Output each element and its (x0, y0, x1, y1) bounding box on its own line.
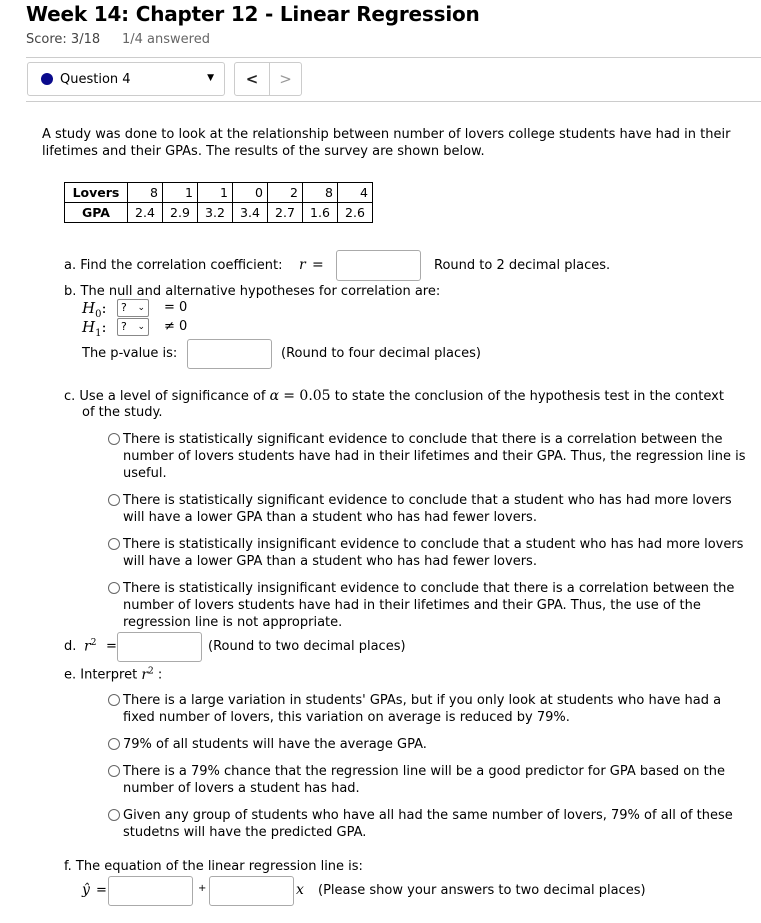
e-option-1[interactable]: There is a large variation in students' GPAs, but if you only look at students who have had a fixed number of lovers, this variation on average is reduced by 79%. (123, 693, 722, 725)
question-status-dot-icon (41, 73, 53, 85)
table-cell: 8 (303, 183, 338, 203)
question-nav (234, 62, 302, 96)
pvalue-label: The p-value is: (82, 346, 178, 361)
part-f-hint: (Please show your answers to two decimal places) (318, 883, 646, 898)
table-cell: 3.2 (198, 203, 233, 223)
pvalue-hint: (Round to four decimal places) (281, 346, 481, 361)
part-e-label: e. Interpret $r^2$ : (64, 666, 163, 683)
radio-e-option-1[interactable] (108, 694, 120, 706)
table-cell: 1 (163, 183, 198, 203)
part-a-hint: Round to 2 decimal places. (434, 258, 611, 273)
equals-sign: = (312, 257, 324, 273)
c-option-1[interactable]: There is statistically significant evidence to conclude that there is a correlation between the number of lovers students have had in their lifetimes and their GPA. Thus, the regression line is useful. (123, 432, 746, 481)
r-squared-input[interactable] (117, 632, 202, 662)
radio-c-option-3[interactable] (108, 538, 120, 550)
part-f-label: f. The equation of the linear regression line is: (64, 859, 363, 874)
h1-symbol: $H_1$: (82, 318, 107, 339)
r-symbol: r (299, 257, 306, 273)
table-cell: 1.6 (303, 203, 338, 223)
answered-count: 1/4 answered (122, 32, 210, 47)
table-cell: 3.4 (233, 203, 268, 223)
data-table (64, 182, 373, 223)
c-option-4[interactable]: There is statistically insignificant evidence to conclude that there is a correlation between the number of lovers students have had in their lifetimes and their GPA. Thus, the use of the regression line is not appropriate. (123, 581, 735, 630)
table-cell: 2.7 (268, 203, 303, 223)
part-c-label-line2: of the study. (82, 405, 163, 420)
radio-c-option-4[interactable] (108, 582, 120, 594)
divider (26, 57, 761, 58)
h0-parameter-select[interactable]: ? ⌄ (117, 299, 149, 317)
table-cell: 0 (233, 183, 268, 203)
table-cell: 8 (128, 183, 163, 203)
prev-question-button[interactable]: < (235, 63, 270, 95)
e-option-2[interactable]: 79% of all students will have the average GPA. (123, 737, 427, 752)
h1-relation: ≠ 0 (164, 319, 188, 334)
table-cell: 2.6 (338, 203, 373, 223)
part-d-label: d. (64, 639, 77, 654)
table-cell: 1 (198, 183, 233, 203)
table-row (65, 183, 373, 203)
question-intro: A study was done to look at the relationship between number of lovers college students have had in their lifetimes and their GPAs. The results of the survey are shown below. (42, 127, 731, 159)
row-header: Lovers (65, 183, 128, 203)
caret-down-icon: ▼ (207, 73, 214, 83)
radio-e-option-2[interactable] (108, 738, 120, 750)
e-option-3[interactable]: There is a 79% chance that the regression line will be a good predictor for GPA based on the number of lovers a student has had. (123, 764, 725, 796)
slope-input[interactable] (209, 876, 294, 906)
chevron-down-icon: ⌄ (137, 322, 145, 332)
radio-c-option-2[interactable] (108, 494, 120, 506)
equals-sign: = (106, 639, 117, 654)
h0-relation: = 0 (164, 300, 188, 315)
row-header: GPA (65, 203, 128, 223)
r-squared-symbol: $r^2$ (84, 638, 97, 655)
e-option-4[interactable]: Given any group of students who have all had the same number of lovers, 79% of all of these studetns will have the predicted GPA. (123, 808, 733, 840)
table-cell: 4 (338, 183, 373, 203)
h1-parameter-select[interactable]: ? ⌄ (117, 318, 149, 336)
question-selector-label: Question 4 (60, 72, 131, 87)
h0-symbol: $H_0$: (82, 299, 107, 320)
table-cell: 2.4 (128, 203, 163, 223)
next-question-button[interactable]: > (279, 70, 292, 88)
part-d-hint: (Round to two decimal places) (208, 639, 406, 654)
chevron-down-icon: ⌄ (137, 303, 145, 313)
question-selector[interactable] (27, 62, 225, 96)
correlation-input[interactable] (336, 250, 421, 281)
table-cell: 2.9 (163, 203, 198, 223)
intercept-input[interactable] (108, 876, 193, 906)
c-option-2[interactable]: There is statistically significant evidence to conclude that a student who has had more lovers will have a lower GPA than a student who has had fewer lovers. (123, 493, 732, 525)
table-row (65, 203, 373, 223)
radio-e-option-3[interactable] (108, 765, 120, 777)
y-hat-symbol: ŷ (82, 882, 90, 898)
c-option-3[interactable]: There is statistically insignificant evidence to conclude that a student who has had more lovers will have a lower GPA than a student who has had fewer lovers. (123, 537, 744, 569)
x-symbol: x (296, 882, 304, 898)
radio-e-option-4[interactable] (108, 809, 120, 821)
score-text: Score: 3/18 (26, 32, 101, 47)
table-cell: 2 (268, 183, 303, 203)
equals-sign: = (96, 883, 107, 898)
part-b-label: b. The null and alternative hypotheses for correlation are: (64, 284, 441, 299)
part-c-label: c. Use a level of significance of α = 0.05 to state the conclusion of the hypothesis test in the context (64, 388, 724, 404)
part-a-label: a. Find the correlation coefficient: (64, 258, 283, 273)
page-title: Week 14: Chapter 12 - Linear Regression (26, 2, 480, 26)
pvalue-input[interactable] (187, 339, 272, 369)
divider (26, 101, 761, 102)
plus-sign: + (198, 883, 207, 894)
radio-c-option-1[interactable] (108, 433, 120, 445)
